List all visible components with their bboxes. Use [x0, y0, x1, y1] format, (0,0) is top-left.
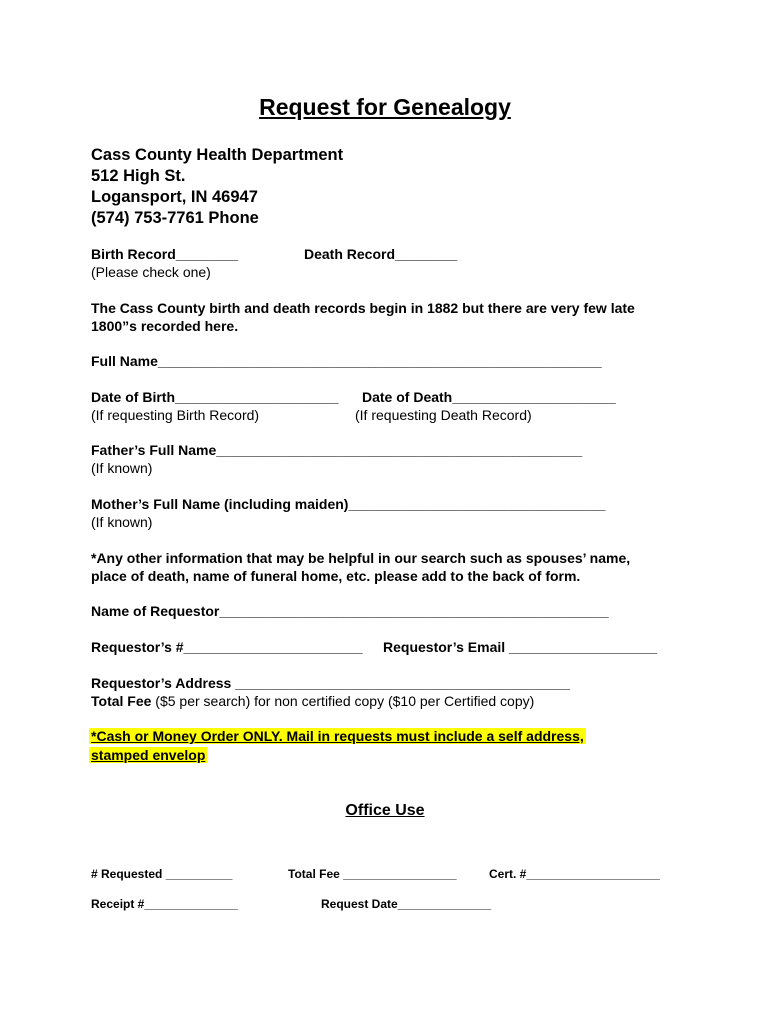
birth-record-field[interactable]: Birth Record________ [91, 246, 239, 262]
mother-name-note: (If known) [91, 514, 153, 530]
total-fee-text: ($5 per search) for non certified copy ($10 per Certified copy) [151, 693, 535, 709]
records-notice-line-1: The Cass County birth and death records begin in 1882 but there are very few late [91, 300, 635, 316]
father-name-note: (If known) [91, 460, 153, 476]
requestor-address-field[interactable]: Requestor’s Address ___________________________________________ [91, 675, 570, 691]
payment-notice-prefix: * [91, 728, 97, 744]
office-use-heading: Office Use [345, 802, 425, 819]
date-of-birth-field[interactable]: Date of Birth_____________________ [91, 389, 339, 405]
office-receipt-field[interactable]: Receipt #______________ [91, 897, 238, 911]
requestor-name-field[interactable]: Name of Requestor__________________________________________________ [91, 603, 609, 619]
office-request-date-field[interactable]: Request Date______________ [321, 897, 492, 911]
payment-notice-text: Cash or Money Order ONLY. Mail in requests must include a self address, stamped envelop [91, 728, 584, 763]
address-line-3: Logansport, IN 46947 [91, 188, 258, 206]
requestor-phone-field[interactable]: Requestor’s #_______________________ [91, 639, 363, 655]
other-info-line-1: *Any other information that may be helpful in our search such as spouses’ name, [91, 550, 631, 566]
father-name-field[interactable]: Father’s Full Name_______________________________________________ [91, 442, 583, 458]
other-info-line-2: place of death, name of funeral home, etc. please add to the back of form. [91, 568, 581, 584]
payment-notice [89, 727, 634, 765]
total-fee-label: Total Fee [91, 693, 152, 709]
death-record-field[interactable]: Death Record________ [304, 246, 458, 262]
office-total-fee-field[interactable]: Total Fee _________________ [288, 867, 457, 881]
address-line-2: 512 High St. [91, 167, 186, 185]
record-type-note: (Please check one) [91, 264, 211, 280]
full-name-field[interactable]: Full Name_________________________________________________________ [91, 353, 602, 369]
total-fee-line [91, 693, 534, 709]
mother-name-field[interactable]: Mother’s Full Name (including maiden)_________________________________ [91, 496, 606, 512]
page-title: Request for Genealogy [259, 94, 511, 120]
date-of-birth-note: (If requesting Birth Record) [91, 407, 260, 423]
office-requested-field[interactable]: # Requested __________ [91, 867, 233, 881]
records-notice-line-2: 1800”s recorded here. [91, 318, 239, 334]
requestor-email-field[interactable]: Requestor’s Email ___________________ [383, 639, 657, 655]
address-phone: (574) 753-7761 Phone [91, 209, 259, 227]
address-line-1: Cass County Health Department [91, 146, 344, 164]
payment-notice-highlight [89, 728, 586, 763]
date-of-death-note: (If requesting Death Record) [355, 407, 532, 423]
office-cert-field[interactable]: Cert. #____________________ [489, 867, 660, 881]
date-of-death-field[interactable]: Date of Death_____________________ [362, 389, 616, 405]
